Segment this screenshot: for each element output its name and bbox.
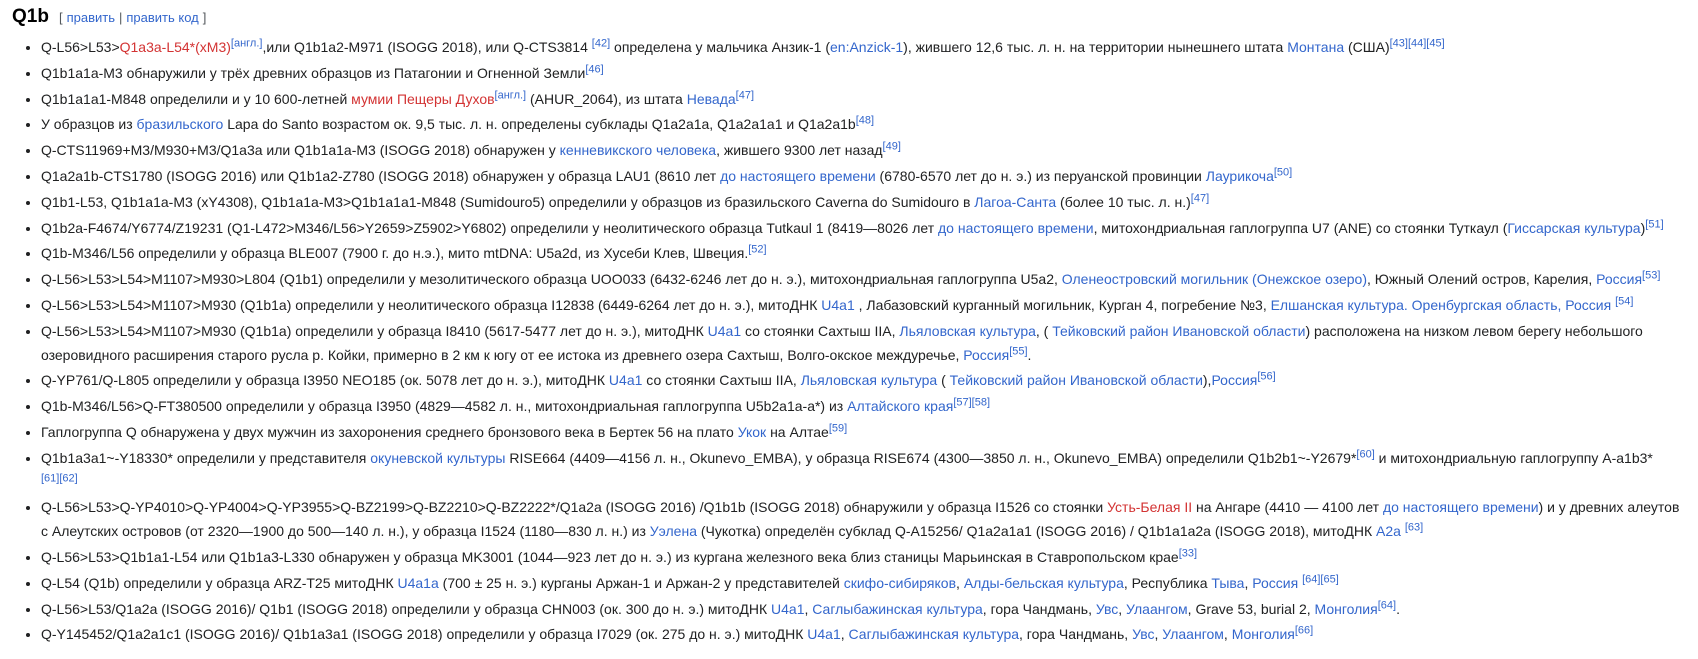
list-item-text: Q-L56>L53> (41, 39, 120, 55)
red-link[interactable]: Q1a3a-L54*(xM3) (119, 39, 231, 55)
list-item-text: У образцов из (41, 116, 137, 133)
list-item (41, 165, 1684, 189)
reference (231, 37, 263, 49)
reference-link[interactable]: [47] (1190, 192, 1210, 205)
reference (953, 397, 990, 409)
wiki-link[interactable]: Саглыбажинская культура (812, 600, 983, 617)
wiki-link[interactable]: U4a1a (397, 574, 439, 591)
wiki-link[interactable]: кенневикского человека (559, 142, 717, 159)
list-item (41, 572, 1684, 596)
edit-bracket-open: [ (58, 10, 63, 25)
list-item-text: Q1b-M346/L56 определили у образца BLE007 (7900 г. до н.э.), мито mtDNA: U5a2d, из Хусеби Клев, Швеция. (41, 245, 749, 262)
list-item-text: Q-YP761/Q-L805 определили у образца I3950 NEO185 (ок. 5078 лет до н. э.), митоДНК (41, 372, 609, 389)
reference (1302, 573, 1339, 585)
list-item-text: ), жившего 12,6 тыс. л. н. на территории нынешнего штата (903, 39, 1288, 55)
edit-divider: | (118, 10, 123, 25)
reference-link[interactable]: [46] (585, 63, 604, 76)
list-item-text: Lapa do Santo возрастом ок. 9,5 тыс. л. н. определены субклады Q1a2a1a, Q1a2a1a1 и Q1a2a1b (223, 116, 856, 133)
reference (1009, 345, 1027, 357)
list-item-text: (6780-6570 лет до н. э.) из перуанской провинции (875, 167, 1206, 184)
list-item-text: (AHUR_2064), из штата (526, 90, 687, 107)
reference (495, 89, 527, 101)
list-item-text: , (956, 574, 964, 591)
list-item-text: (более 10 тыс. л. н.) (1056, 193, 1191, 210)
reference (1642, 270, 1660, 282)
wiki-link[interactable]: бразильского (136, 116, 224, 133)
list-item (41, 598, 1684, 622)
list-item-text: Q-L56>L53/Q1a2a (ISOGG 2016)/ Q1b1 (ISOGG 2018) определили у образца CHN003 (ок. 300 до н. э.) митоДНК (41, 600, 772, 617)
wiki-link[interactable]: U4a1 (821, 296, 855, 313)
wiki-link[interactable]: A2a (1376, 523, 1401, 540)
list-item-text: . (1396, 600, 1400, 617)
list-item-text: Q1b1a1a1-M848 определили и у 10 600-летней (41, 90, 352, 107)
wiki-link[interactable]: U4a1 (707, 322, 742, 339)
list-item-text: , жившего 9300 лет назад (716, 142, 883, 159)
list-item-text: ,или Q1b1a2-M971 (ISOGG 2018), или Q-CTS3814 (262, 39, 592, 55)
reference-link[interactable]: [64] (1377, 598, 1397, 611)
reference (1378, 599, 1396, 611)
wiki-link[interactable]: Россия (963, 346, 1010, 363)
wiki-link[interactable]: Лагоа-Санта (974, 193, 1057, 210)
list-item (41, 36, 1684, 60)
reference (1405, 521, 1423, 533)
reference (829, 422, 847, 434)
wiki-link[interactable]: Монголия (1231, 626, 1295, 643)
list-item (41, 139, 1684, 163)
reference (1295, 625, 1313, 637)
list-item-text: . (1027, 346, 1032, 363)
list-item (41, 395, 1684, 419)
list-item-text: Q1b1-L53, Q1b1a1a-M3 (xY4308), Q1b1a1a-M3>Q1b1a1a1-M848 (Sumidouro5) определили у образцов из бразильского Caverna do Sumidouro в (41, 193, 975, 210)
list-item-text: ) расположена на низком левом берегу небольшого озеровидного расширения старого русла р. Койки, примерно в 2 км к югу от ее истока из древнего озера Сахтыш, Волго-окское междуречье, (41, 322, 1643, 363)
list-item-text: (Чукотка) определён субклад Q-A15256/ Q1a2a1a1 (ISOGG 2016) / Q1b1a1a2a (ISOGG 2018), митоДНК (696, 523, 1377, 540)
list-item-text: (700 ± 25 н. э.) курганы Аржан-1 и Аржан-2 у представителей (438, 574, 844, 591)
reference (1191, 192, 1209, 204)
list-item-text: ( (937, 372, 950, 389)
list-item (41, 496, 1684, 544)
reference-link[interactable]: [66] (1294, 624, 1314, 637)
list-item (41, 268, 1684, 292)
list-item (41, 447, 1684, 495)
list-item (41, 294, 1684, 318)
wiki-link[interactable]: Алтайского края (847, 398, 954, 415)
reference (592, 37, 610, 49)
reference (1274, 166, 1292, 178)
list-item-text: Гаплогруппа Q обнаружена у двух мужчин из захоронения среднего бронзового века в Бертек 56 на плато (41, 423, 738, 440)
list-item-text: , гора Чандмань, (982, 600, 1096, 617)
reference-link[interactable]: [61][62] (41, 471, 78, 484)
reference (883, 141, 901, 153)
wiki-link[interactable]: en:Anzick-1 (830, 39, 904, 55)
edit-section (59, 10, 206, 25)
list-item-text: ), (1202, 372, 1212, 389)
list-item (41, 242, 1684, 266)
list-item-text: на Алтае (766, 423, 829, 440)
reference (748, 244, 766, 256)
list-item (41, 217, 1684, 241)
wiki-link[interactable]: Тейковский район Ивановской области (949, 372, 1203, 389)
list-item-text: Q1b1a1a-M3 обнаружили у трёх древних образцов из Патагонии и Огненной Земли (41, 64, 586, 81)
wiki-link[interactable]: Монголия (1314, 600, 1378, 617)
reference-link[interactable]: [42] (591, 37, 611, 50)
wiki-link[interactable]: Оленеостровский могильник (Онежское озеро) (1061, 271, 1367, 288)
wiki-link[interactable]: U4a1 (807, 626, 841, 643)
section-heading (12, 6, 1684, 28)
wiki-link[interactable]: Улаангом (1162, 626, 1224, 643)
red-link[interactable]: мумии Пещеры Духов (351, 90, 495, 107)
reference-link[interactable]: [51] (1645, 217, 1664, 230)
reference-link[interactable]: [63] (1404, 521, 1424, 534)
wiki-link[interactable]: Льяловская культура (800, 372, 938, 389)
list-item-text: , (1118, 600, 1127, 617)
wiki-link[interactable]: Уэлена (649, 523, 697, 540)
list-item-text: Q-L56>L53>Q1b1a1-L54 или Q1b1a3-L330 обнаружен у образца MK3001 (1044—923 лет до н. э.) из кургана железного века близ станицы Марьинская в Ставропольском крае (41, 548, 1179, 565)
list-item-text: , (1223, 626, 1232, 643)
wiki-link[interactable]: U4a1 (608, 372, 643, 389)
reference-link[interactable]: [49] (882, 140, 901, 153)
list-item (41, 191, 1684, 215)
list-item-text: , (1154, 626, 1163, 643)
list-item (41, 320, 1684, 368)
list-item-text: , Лабазовский курганный могильник, Курган 4, погребение №3, (854, 296, 1271, 313)
list-item-text: , Grave 53, burial 2, (1187, 600, 1315, 617)
list-item-text: Q-L56>L53>L54>M1107>M930>L804 (Q1b1) определили у мезолитического образца UOO033 (6432-6246 лет до н. э.), митохондриальная гаплогруппа U5a2, (41, 271, 1062, 288)
reference (1179, 547, 1197, 559)
reference-link[interactable]: [64][65] (1302, 573, 1339, 586)
wiki-link[interactable]: Россия (1596, 271, 1643, 288)
reference-link[interactable]: [50] (1273, 166, 1293, 179)
wiki-link[interactable]: Елшанская культура. Оренбургская область, Россия (1270, 296, 1612, 313)
list-item-text: определена у мальчика Анзик-1 ( (610, 39, 830, 55)
list-item-text: и митохондриальную гаплогруппу A-a1b3* (1374, 449, 1653, 466)
reference (736, 89, 754, 101)
reference-link[interactable]: [52] (748, 243, 767, 256)
list-item-text: со стоянки Сахтыш IIA, (642, 372, 801, 389)
list-item-text: , Республика (1123, 574, 1212, 591)
reference (41, 472, 78, 484)
list-item (41, 546, 1684, 570)
list-item-text: RISE664 (4409—4156 л. н., Okunevo_EMBA), у образца RISE674 (4300—3850 л. н., Okunevo_EMBA) определили Q1b2b1~-Y2679* (505, 449, 1357, 466)
list-item-text: Q-L54 (Q1b) определили у образца ARZ-T25 митоДНК (41, 574, 398, 591)
list-item-text: Q-L56>L53>Q-YP4010>Q-YP4004>Q-YP3955>Q-BZ2199>Q-BZ2210>Q-BZ2222*/Q1a2a (ISOGG 2016) /Q1b1b (ISOGG 2018) обнаружили у образца I1526 со стоянки (41, 499, 1108, 516)
reference (1356, 448, 1374, 460)
list-item-text: , гора Чандмань, (1019, 626, 1133, 643)
reference (1390, 37, 1445, 49)
list-item-text: , (840, 626, 849, 643)
reference (1645, 218, 1663, 230)
reference-link[interactable]: [англ.] (494, 88, 527, 101)
wiki-link[interactable]: Укок (737, 423, 767, 440)
wiki-link[interactable]: до настоящего времени (938, 219, 1094, 236)
wiki-link[interactable]: скифо-сибиряков (843, 574, 957, 591)
reference-link[interactable]: [48] (855, 114, 875, 127)
list-item-text: , Южный Олений остров, Карелия, (1366, 271, 1597, 288)
wiki-link[interactable]: Россия (1252, 574, 1299, 591)
list-item (41, 113, 1684, 137)
wiki-link[interactable]: до настоящего времени (1382, 499, 1539, 516)
wiki-link[interactable]: Тейковский район Ивановской области (1052, 322, 1306, 339)
list-item-text: , (1244, 574, 1253, 591)
wiki-link[interactable]: окуневской культуры (370, 449, 506, 466)
list-item-text: , (804, 600, 813, 617)
reference-link[interactable]: [55] (1009, 344, 1028, 357)
list-item (41, 369, 1684, 393)
red-link[interactable]: Усть-Белая II (1107, 499, 1193, 516)
wiki-link[interactable]: U4a1 (771, 600, 805, 617)
wiki-link[interactable]: Гиссарская культура (1507, 219, 1641, 236)
wiki-link[interactable]: Улаангом (1126, 600, 1188, 617)
list-item-text: Q1b-M346/L56>Q-FT380500 определили у образца I3950 (4829—4582 л. н., митохондриальная гаплогруппа U5b2a1a-a*) из (41, 398, 848, 415)
list-item-text: Q1a2a1b-CTS1780 (ISOGG 2016) или Q1b1a2-Z780 (ISOGG 2018) обнаружен у образца LAU1 (8610 лет (41, 167, 721, 184)
list-item (41, 62, 1684, 86)
reference-link[interactable]: [56] (1257, 370, 1276, 383)
wiki-link[interactable]: Тыва (1211, 574, 1245, 591)
haplogroup-list (12, 36, 1684, 647)
reference-link[interactable]: [англ.] (230, 37, 263, 50)
list-item-text: Q-Y145452/Q1a2a1c1 (ISOGG 2016)/ Q1b1a3a1 (ISOGG 2018) определили у образца I7029 (ок. 275 до н. э.) митоДНК (41, 626, 808, 643)
list-item (41, 623, 1684, 647)
reference-link[interactable]: [53] (1642, 269, 1661, 282)
list-item-text: ) (1640, 219, 1646, 236)
wiki-link[interactable]: Саглыбажинская культура (848, 626, 1020, 643)
list-item-text: , митохондриальная гаплогруппа U7 (ANE) со стоянки Туткаул ( (1093, 219, 1508, 236)
list-item-text: , ( (1035, 322, 1053, 339)
edit-code-link[interactable]: править код (126, 10, 199, 25)
list-item-text: (США) (1344, 39, 1390, 55)
reference-link[interactable]: [60] (1356, 448, 1375, 461)
reference-link[interactable]: [43][44][45] (1389, 37, 1445, 50)
wiki-link[interactable]: Увс (1095, 600, 1119, 617)
reference-link[interactable]: [57][58] (953, 396, 991, 409)
reference (856, 115, 874, 127)
list-item (41, 421, 1684, 445)
list-item-text: ) и у древних алеутов с Алеутских островов (от 2320—1900 до 500—140 л. н.), у образца I1524 (1180—830 л. н.) из (41, 499, 1680, 540)
edit-bracket-close: ] (202, 10, 207, 25)
list-item-text: Q-CTS11969+M3/M930+M3/Q1a3a или Q1b1a1a-M3 (ISOGG 2018) обнаружен у (41, 142, 560, 159)
wiki-link[interactable]: Лаурикоча (1205, 167, 1274, 184)
list-item-text: со стоянки Сахтыш IIA, (741, 322, 900, 339)
list-item (41, 88, 1684, 112)
wiki-link[interactable]: Увс (1132, 626, 1155, 643)
reference-link[interactable]: [59] (828, 422, 848, 435)
reference (585, 63, 603, 75)
list-item-text: Q1b1a3a1~-Y18330* определили у представителя (41, 449, 371, 466)
reference-link[interactable]: [47] (735, 88, 755, 101)
list-item-text: на Ангаре (4410 — 4100 лет (1192, 499, 1383, 516)
wiki-link[interactable]: Льяловская культура (899, 322, 1036, 339)
reference-link[interactable]: [54] (1615, 295, 1634, 308)
reference-link[interactable]: [33] (1178, 547, 1198, 560)
wiki-link[interactable]: до настоящего времени (720, 167, 876, 184)
wiki-link[interactable]: Монтана (1287, 39, 1345, 55)
reference (1257, 371, 1275, 383)
reference (1615, 295, 1633, 307)
page-title: Q1b (12, 6, 49, 27)
wiki-link[interactable]: Россия (1211, 372, 1258, 389)
edit-link[interactable]: править (66, 10, 115, 25)
wiki-link[interactable]: Алды-бельская культура (963, 574, 1124, 591)
wiki-link[interactable]: Невада (686, 90, 736, 107)
list-item-text: Q-L56>L53>L54>M1107>M930 (Q1b1a) определили у образца I8410 (5617-5477 лет до н. э.), митоДНК (41, 322, 708, 339)
list-item-text: Q1b2a-F4674/Y6774/Z19231 (Q1-L472>M346/L56>Y2659>Z5902>Y6802) определили у неолитического образца Tutkaul 1 (8419—8026 лет (41, 219, 938, 236)
list-item-text: Q-L56>L53>L54>M1107>M930 (Q1b1a) определили у неолитического образца I12838 (6449-6264 лет до н. э.), митоДНК (41, 296, 822, 313)
